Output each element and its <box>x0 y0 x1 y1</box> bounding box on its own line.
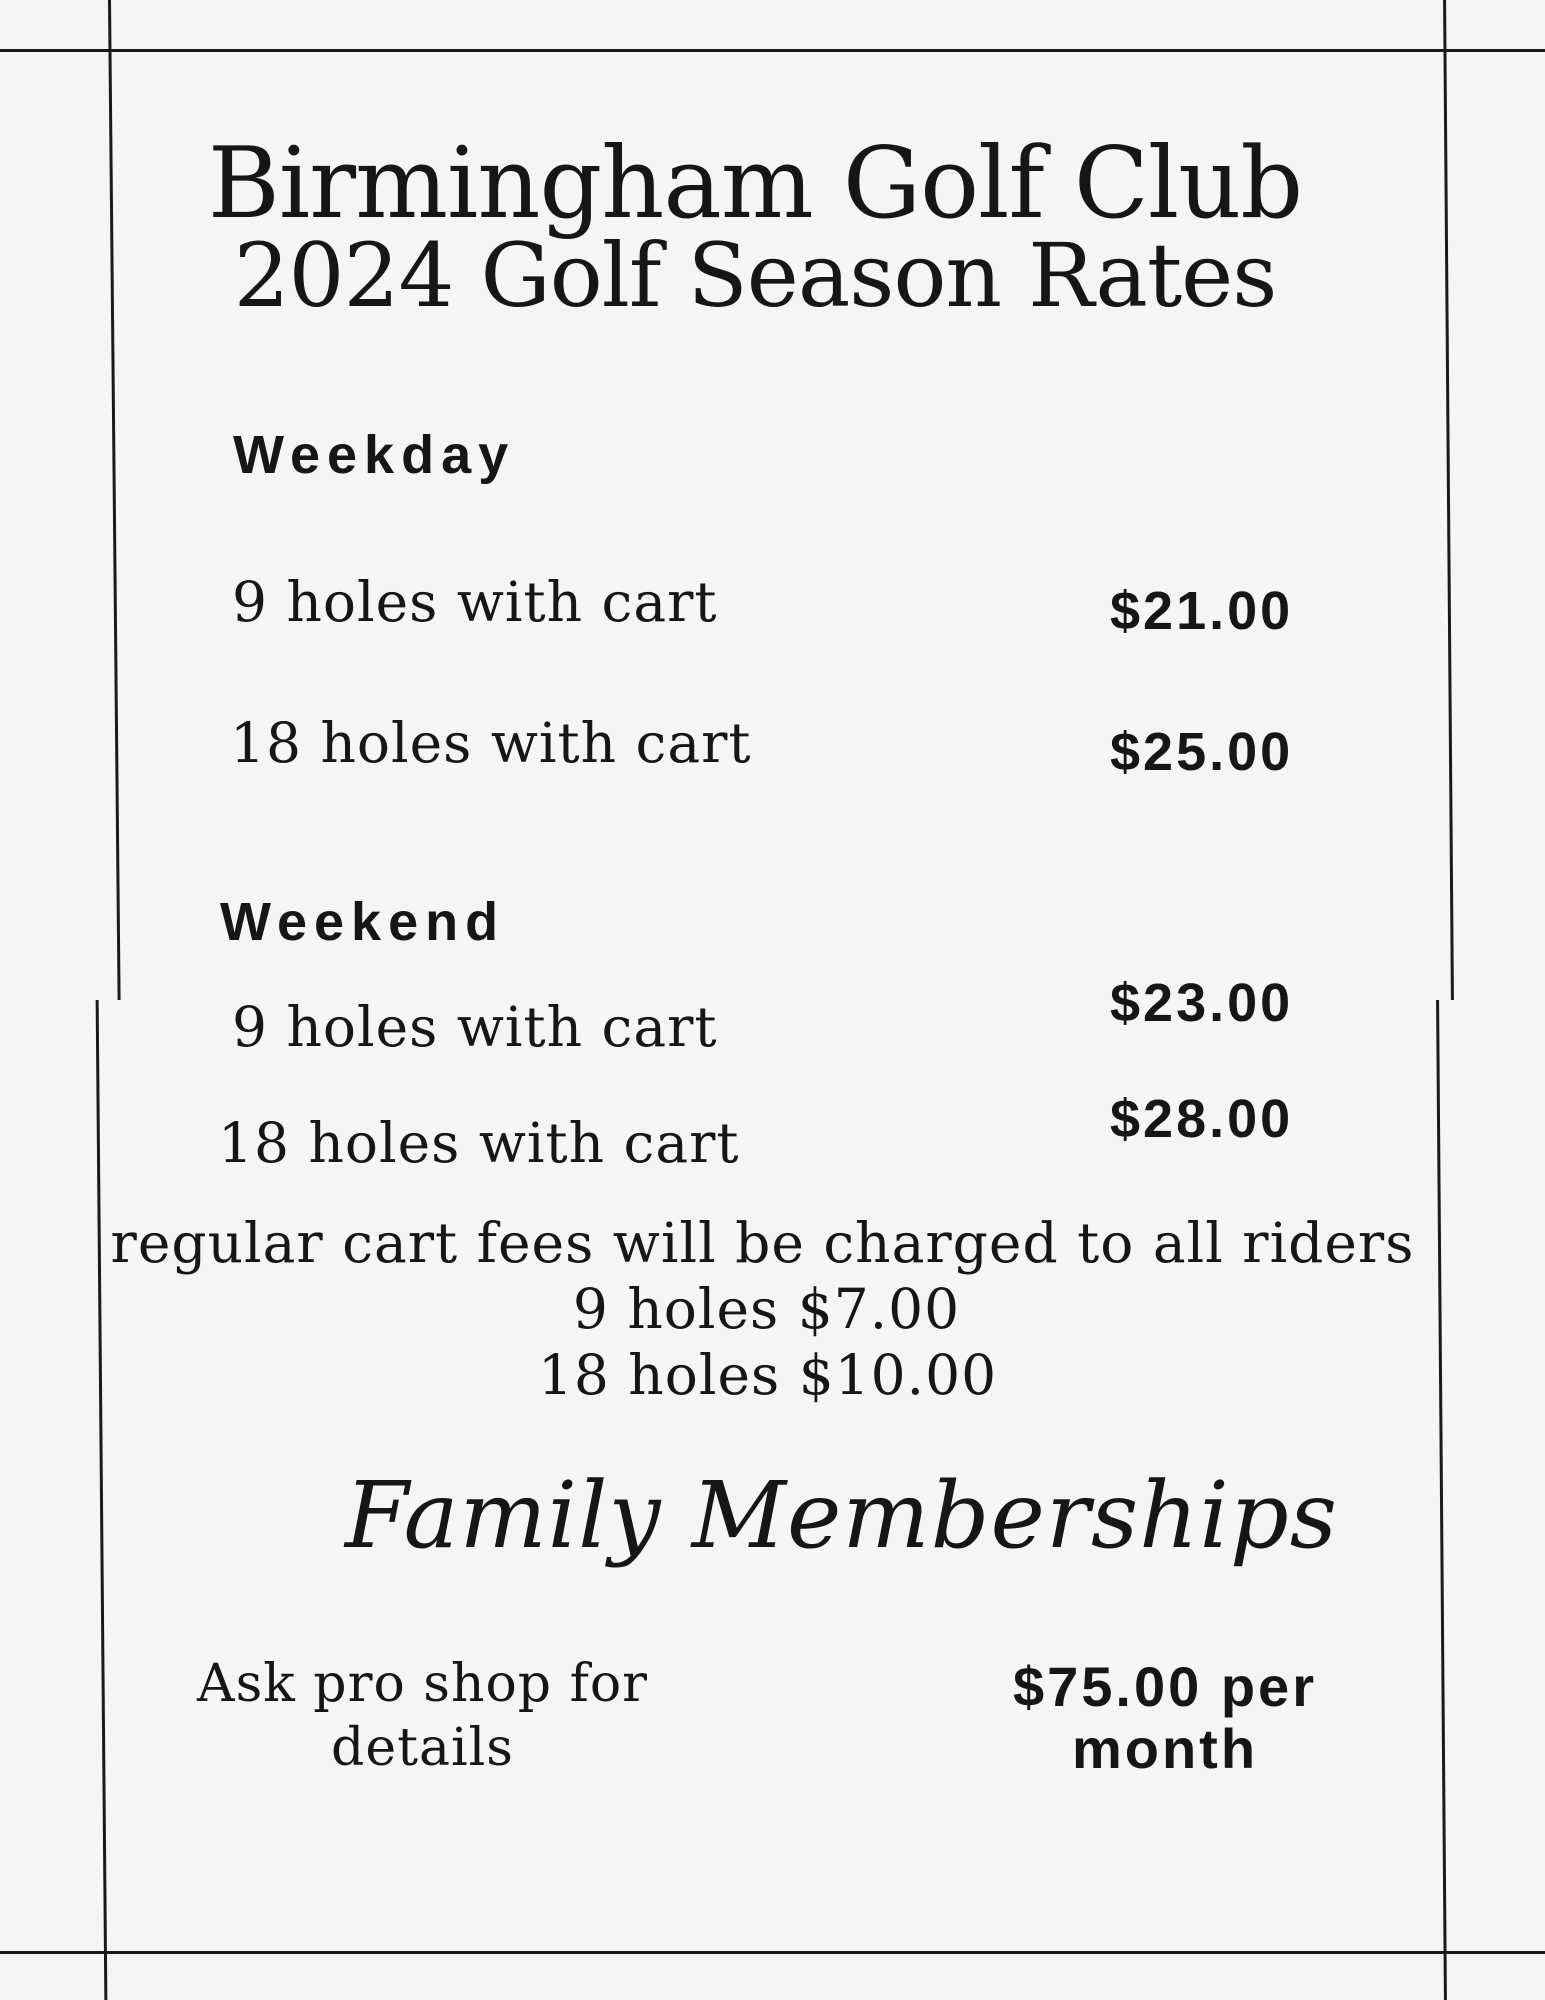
frame-bottom-line <box>0 1951 1545 1954</box>
weekend-9-holes-label: 9 holes with cart <box>232 995 718 1059</box>
weekend-heading: Weekend <box>220 892 506 952</box>
family-memberships-heading: Family Memberships <box>345 1462 1338 1569</box>
frame-top-line <box>0 49 1545 52</box>
weekday-9-holes-price: $21.00 <box>1110 581 1294 641</box>
family-price-block <box>960 1656 1370 1780</box>
family-price-line2: month <box>1071 1717 1259 1780</box>
cart-fees-9-holes: 9 holes $7.00 <box>572 1277 961 1341</box>
family-details-line1: Ask pro shop for <box>197 1654 648 1714</box>
weekday-18-holes-price: $25.00 <box>1110 722 1294 782</box>
frame-left-line-lower <box>96 1000 108 2000</box>
weekend-18-holes-label: 18 holes with cart <box>218 1111 740 1175</box>
page-subtitle: 2024 Golf Season Rates <box>233 224 1277 327</box>
frame-right-line-lower <box>1436 1000 1447 2000</box>
weekday-9-holes-label: 9 holes with cart <box>232 570 718 634</box>
family-price-line1: $75.00 per <box>1013 1655 1317 1718</box>
page-title: Birmingham Golf Club <box>207 127 1303 241</box>
family-details-block <box>150 1652 695 1780</box>
cart-fees-18-holes: 18 holes $10.00 <box>537 1343 998 1407</box>
weekend-18-holes-price: $28.00 <box>1110 1089 1294 1149</box>
weekend-9-holes-price: $23.00 <box>1110 973 1294 1033</box>
weekday-heading: Weekday <box>233 425 516 485</box>
family-details-line2: details <box>331 1718 514 1778</box>
weekday-18-holes-label: 18 holes with cart <box>230 711 752 775</box>
cart-fees-note: regular cart fees will be charged to all riders <box>110 1211 1415 1275</box>
